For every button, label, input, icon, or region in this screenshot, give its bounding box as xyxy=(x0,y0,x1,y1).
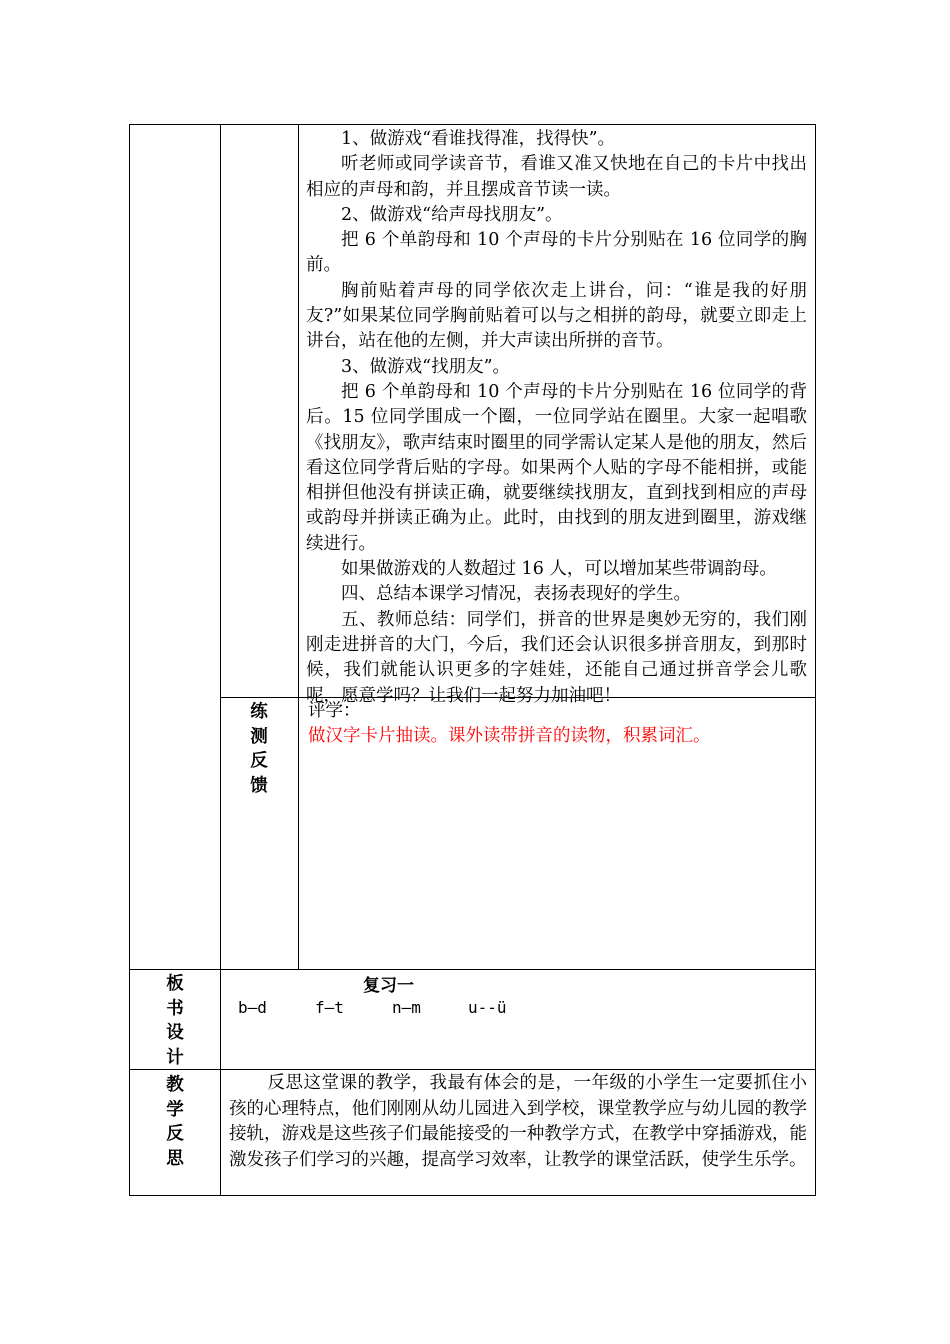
activity-step-3-desc: 把 6 个单韵母和 10 个声母的卡片分别贴在 16 位同学的背后。15 位同学围成一个圈，一位同学站在圈里。大家一起唱歌《找朋友》，歌声结束时圈里的同学需认定某人是他的朋友，然后看这位同学背后贴的字母。如果两个人贴的字母不能相拼，或能相拼但他没有拼读正确，就要继续找朋友，直到找到相应的声母或韵母并拼读正确为止。此时，由找到的朋友进到圈里，游戏继续进行。 xyxy=(306,381,807,554)
feedback-label xyxy=(249,700,269,798)
feedback-label-char: 测 xyxy=(250,726,268,747)
reflection-label-char: 反 xyxy=(166,1124,184,1144)
row-divider-reflection xyxy=(129,1069,816,1070)
column-divider-2 xyxy=(298,124,299,970)
board-pair: u--ü xyxy=(468,998,507,1017)
board-design-label xyxy=(165,972,185,1070)
board-label-char: 计 xyxy=(166,1047,184,1068)
board-label-char: 板 xyxy=(166,974,184,994)
reflection-label-char: 思 xyxy=(166,1148,184,1169)
reflection-label xyxy=(165,1073,185,1171)
reflection-label-char: 教 xyxy=(166,1075,184,1095)
activity-step-2-desc: 把 6 个单韵母和 10 个声母的卡片分别贴在 16 位同学的胸前。 xyxy=(306,230,807,276)
feedback-label-char: 练 xyxy=(250,702,268,722)
activity-step-1: 1、做游戏“看谁找得准，找得快”。 xyxy=(341,129,616,149)
table-left-border xyxy=(129,124,130,1196)
activity-step-3: 3、做游戏“找朋友”。 xyxy=(341,356,511,377)
board-title: 复习一 xyxy=(363,976,414,996)
reflection-cell xyxy=(229,1071,807,1173)
reflection-text: 反思这堂课的教学，我最有体会的是，一年级的小学生一定要抓住小孩的心理特点，他们刚刚从幼儿园进入到学校，课堂教学应与幼儿园的教学接轨，游戏是这些孩子们最能接受的一种教学方式，在教学中穿插游戏，能激发孩子们学习的兴趣，提高学习效率，让教学的课堂活跃，使学生乐学。 xyxy=(229,1073,807,1170)
reflection-label-char: 学 xyxy=(166,1099,184,1120)
summary-step-4: 四、总结本课学习情况，表扬表现好的学生。 xyxy=(341,584,691,605)
board-label-char: 书 xyxy=(166,998,184,1019)
board-label-char: 设 xyxy=(166,1023,184,1043)
board-pair: f—t xyxy=(315,998,344,1017)
feedback-cell xyxy=(308,699,808,750)
activities-cell xyxy=(306,127,807,709)
column-divider-1 xyxy=(220,124,221,1196)
activity-step-1-desc: 听老师或同学读音节，看谁又准又快地在自己的卡片中找出相应的声母和韵，并且摆成音节读一读。 xyxy=(306,154,807,200)
evaluation-label: 评学： xyxy=(308,701,361,721)
table-top-border xyxy=(129,124,816,125)
activity-step-2: 2、做游戏“给声母找朋友”。 xyxy=(341,204,563,225)
feedback-label-char: 馈 xyxy=(250,775,268,796)
table-right-border xyxy=(815,124,816,1196)
activity-step-2-rules: 胸前贴着声母的同学依次走上讲台，问：“谁是我的好朋友?”如果某位同学胸前贴着可以与之相拼的韵母，就要立即走上讲台，站在他的左侧，并大声读出所拼的音节。 xyxy=(306,280,807,352)
activity-note: 如果做游戏的人数超过 16 人，可以增加某些带调韵母。 xyxy=(341,559,777,580)
feedback-label-char: 反 xyxy=(250,751,268,771)
board-pair: b—d xyxy=(238,998,267,1017)
evaluation-text: 做汉字卡片抽读。课外读带拼音的读物，积累词汇。 xyxy=(308,726,711,747)
board-pair: n—m xyxy=(392,998,421,1017)
row-divider-board xyxy=(129,969,816,970)
summary-step-5: 五、教师总结：同学们，拼音的世界是奥妙无穷的，我们刚刚走进拼音的大门，今后，我们还会认识很多拼音朋友，到那时候，我们就能认识更多的字娃娃，还能自己通过拼音学会儿歌呢，愿意学吗？让我们一起努力加油吧！ xyxy=(306,609,807,706)
table-bottom-border xyxy=(129,1195,816,1196)
